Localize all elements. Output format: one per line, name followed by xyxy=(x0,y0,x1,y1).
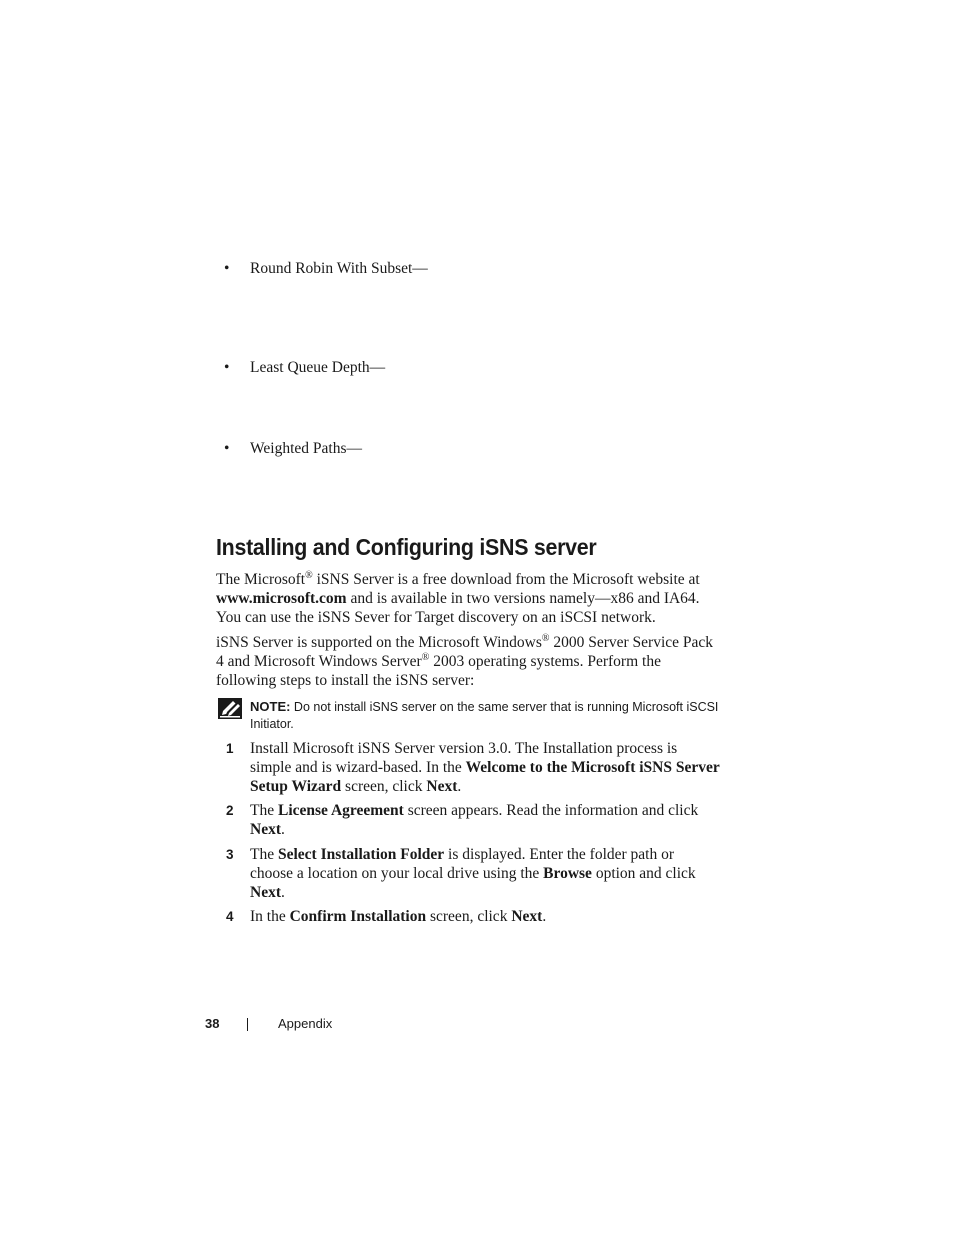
step-1-e: . xyxy=(457,778,462,795)
step-4-next: Next xyxy=(511,908,543,925)
footer-divider xyxy=(247,1018,248,1031)
note-label: NOTE: xyxy=(250,699,291,714)
step-3-g: . xyxy=(281,884,285,901)
footer-section-label: Appendix xyxy=(278,1016,333,1031)
step-1-a: Install Microsoft iSNS Server version 3.0. The Installation process is simple and is wizard-based. In the xyxy=(250,740,678,776)
step-1-c: screen, click xyxy=(341,778,427,795)
step-number: 3 xyxy=(226,847,234,862)
bullet-marker: • xyxy=(224,440,230,457)
step-1-text xyxy=(250,739,720,796)
step-3-next: Next xyxy=(250,884,281,901)
bullet-weighted-paths: Weighted Paths— xyxy=(250,440,362,457)
step-1-next: Next xyxy=(426,778,458,795)
step-3-a: The xyxy=(250,846,278,863)
step-3-c: is displayed. Enter the folder path or choose a location on your local drive using the xyxy=(250,846,675,882)
step-4-e: . xyxy=(542,908,547,925)
page-number: 38 xyxy=(205,1016,220,1031)
pencil-note-icon xyxy=(218,698,242,719)
step-number: 4 xyxy=(226,909,234,924)
bullet-marker: • xyxy=(224,260,230,277)
step-2-e: . xyxy=(281,821,285,838)
p2-text-a: iSNS Server is supported on the Microsoft Windows xyxy=(216,634,542,651)
p1-text-a: The Microsoft xyxy=(216,571,306,588)
p2-text-c: 2003 operating systems. Perform the following steps to install the iSNS server: xyxy=(216,653,661,689)
note-text: Do not install iSNS server on the same server that is running Microsoft iSCSI Initiator. xyxy=(250,700,719,731)
step-number: 1 xyxy=(226,741,234,756)
p2-text-b: 2000 Server Service Pack 4 and Microsoft Windows Server xyxy=(216,634,714,670)
microsoft-website-link[interactable]: www.microsoft.com xyxy=(216,590,347,607)
step-2-c: screen appears. Read the information and click xyxy=(403,802,699,819)
registered-mark: ® xyxy=(541,633,550,644)
step-3-browse: Browse xyxy=(543,865,592,882)
step-2-text xyxy=(250,801,720,839)
step-2-license-agreement: License Agreement xyxy=(277,802,404,819)
step-3-select-folder: Select Installation Folder xyxy=(277,846,445,863)
step-4-text xyxy=(250,907,720,926)
step-4-c: screen, click xyxy=(426,908,512,925)
p1-text-b: iSNS Server is a free download from the Microsoft website at xyxy=(312,571,700,588)
registered-mark: ® xyxy=(421,652,430,663)
step-3-e: option and click xyxy=(591,865,696,882)
step-2-a: The xyxy=(250,802,278,819)
section-heading: Installing and Configuring iSNS server xyxy=(216,534,597,560)
registered-mark: ® xyxy=(305,570,313,581)
bullet-marker: • xyxy=(224,359,230,376)
step-4-a: In the xyxy=(250,908,290,925)
intro-paragraph xyxy=(216,570,716,627)
note-box xyxy=(250,698,720,733)
step-3-text xyxy=(250,845,720,902)
step-2-next: Next xyxy=(250,821,281,838)
bullet-least-queue-depth: Least Queue Depth— xyxy=(250,359,386,376)
p1-text-c: and is available in two versions namely—x86 and IA64. You can use the iSNS Sever for Target discovery on an iSCSI network. xyxy=(216,590,700,626)
step-1-wizard-name: Welcome to the Microsoft iSNS Server Setup Wizard xyxy=(250,759,720,795)
support-paragraph xyxy=(216,633,716,690)
step-4-confirm-installation: Confirm Installation xyxy=(289,908,427,925)
step-number: 2 xyxy=(226,803,234,818)
bullet-round-robin-with-subset: Round Robin With Subset— xyxy=(250,260,428,277)
